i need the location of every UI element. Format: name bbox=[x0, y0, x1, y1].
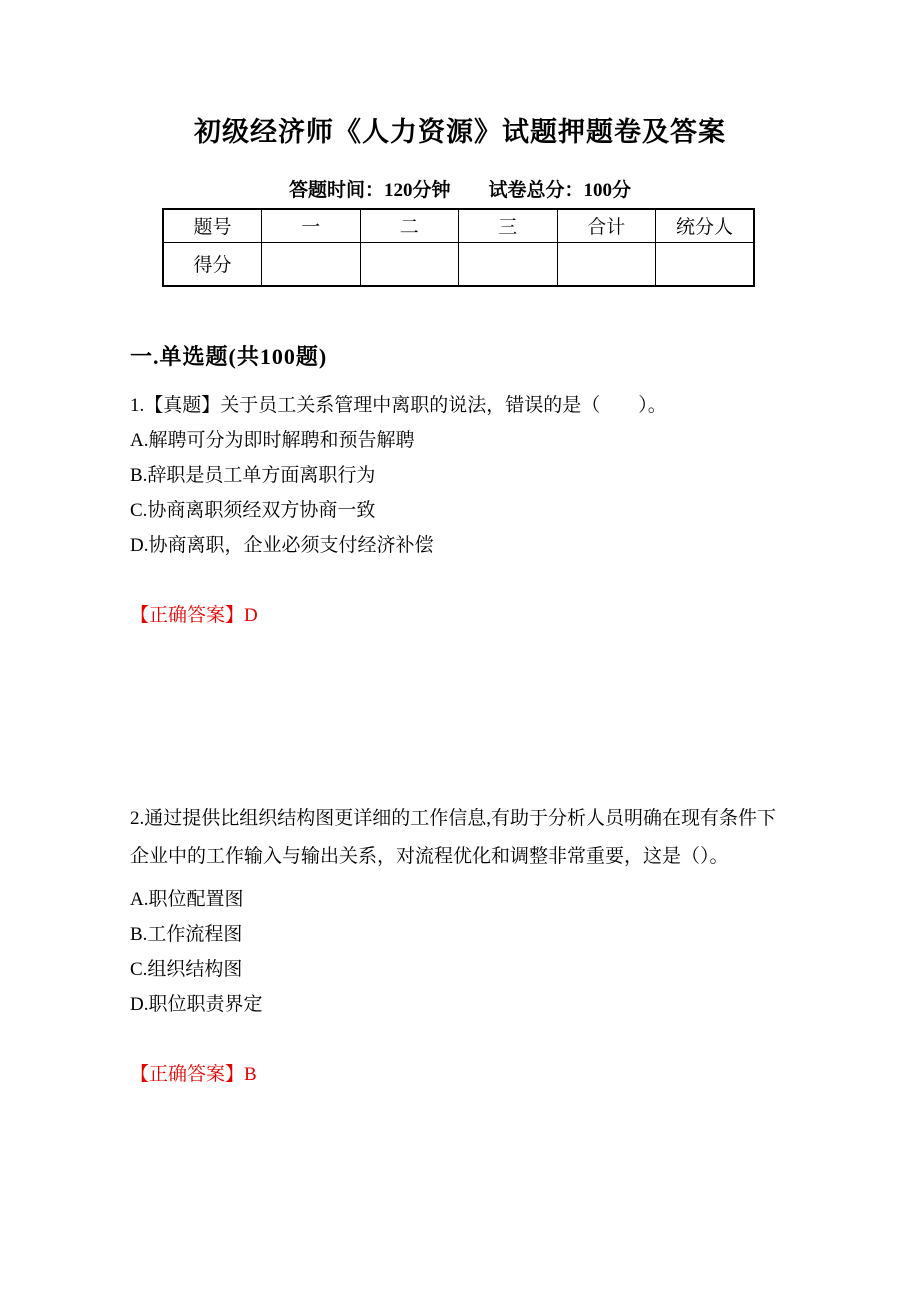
question-1-option-c: C.协商离职须经双方协商一致 bbox=[130, 500, 376, 521]
score-table-score-row bbox=[163, 242, 754, 286]
score-table-header-grader: 统分人 bbox=[656, 209, 755, 242]
score-cell-grader bbox=[656, 242, 755, 286]
question-1-option-b: B.辞职是员工单方面离职行为 bbox=[130, 465, 376, 486]
answer-label: 【正确答案】 bbox=[130, 1064, 245, 1085]
question-2-options bbox=[130, 882, 820, 1022]
score-cell-part1 bbox=[262, 242, 361, 286]
score-cell-part3 bbox=[459, 242, 558, 286]
score-table-header-question-no: 题号 bbox=[163, 209, 262, 242]
exam-meta bbox=[0, 175, 920, 202]
score-cell-total bbox=[557, 242, 656, 286]
score-table-header-part2: 二 bbox=[360, 209, 459, 242]
time-limit-label: 答题时间：120分钟 bbox=[288, 180, 451, 201]
question-1-answer bbox=[130, 598, 820, 633]
question-1 bbox=[130, 388, 820, 633]
section-heading: 一.单选题(共100题) bbox=[130, 344, 328, 369]
question-2-option-a: A.职位配置图 bbox=[130, 889, 244, 910]
score-table bbox=[162, 208, 755, 287]
score-table-header-part1: 一 bbox=[262, 209, 361, 242]
question-2-answer bbox=[130, 1057, 820, 1092]
score-table-header-part3: 三 bbox=[459, 209, 558, 242]
total-score-label: 试卷总分：100分 bbox=[488, 180, 632, 201]
question-1-option-d: D.协商离职，企业必须支付经济补偿 bbox=[130, 535, 434, 556]
question-2-option-c: C.组织结构图 bbox=[130, 959, 243, 980]
question-2-option-d: D.职位职责界定 bbox=[130, 994, 263, 1015]
answer-value: D bbox=[244, 605, 258, 626]
score-row-label: 得分 bbox=[163, 242, 262, 286]
score-table-header-row bbox=[163, 209, 754, 242]
question-2-text-line2: 企业中的工作输入与输出关系，对流程优化和调整非常重要，这是（）。 bbox=[130, 846, 729, 867]
question-2-option-b: B.工作流程图 bbox=[130, 924, 243, 945]
score-table-header-total: 合计 bbox=[557, 209, 656, 242]
question-1-text: 1.【真题】关于员工关系管理中离职的说法，错误的是（ ）。 bbox=[130, 395, 667, 416]
answer-value: B bbox=[244, 1064, 257, 1085]
answer-label: 【正确答案】 bbox=[130, 605, 245, 626]
score-cell-part2 bbox=[360, 242, 459, 286]
question-1-options bbox=[130, 423, 820, 563]
question-2-text-line1: 2.通过提供比组织结构图更详细的工作信息,有助于分析人员明确在现有条件下 bbox=[130, 808, 777, 829]
question-1-option-a: A.解聘可分为即时解聘和预告解聘 bbox=[130, 430, 415, 451]
page-title: 初级经济师《人力资源》试题押题卷及答案 bbox=[194, 117, 726, 147]
question-2 bbox=[130, 800, 820, 1092]
